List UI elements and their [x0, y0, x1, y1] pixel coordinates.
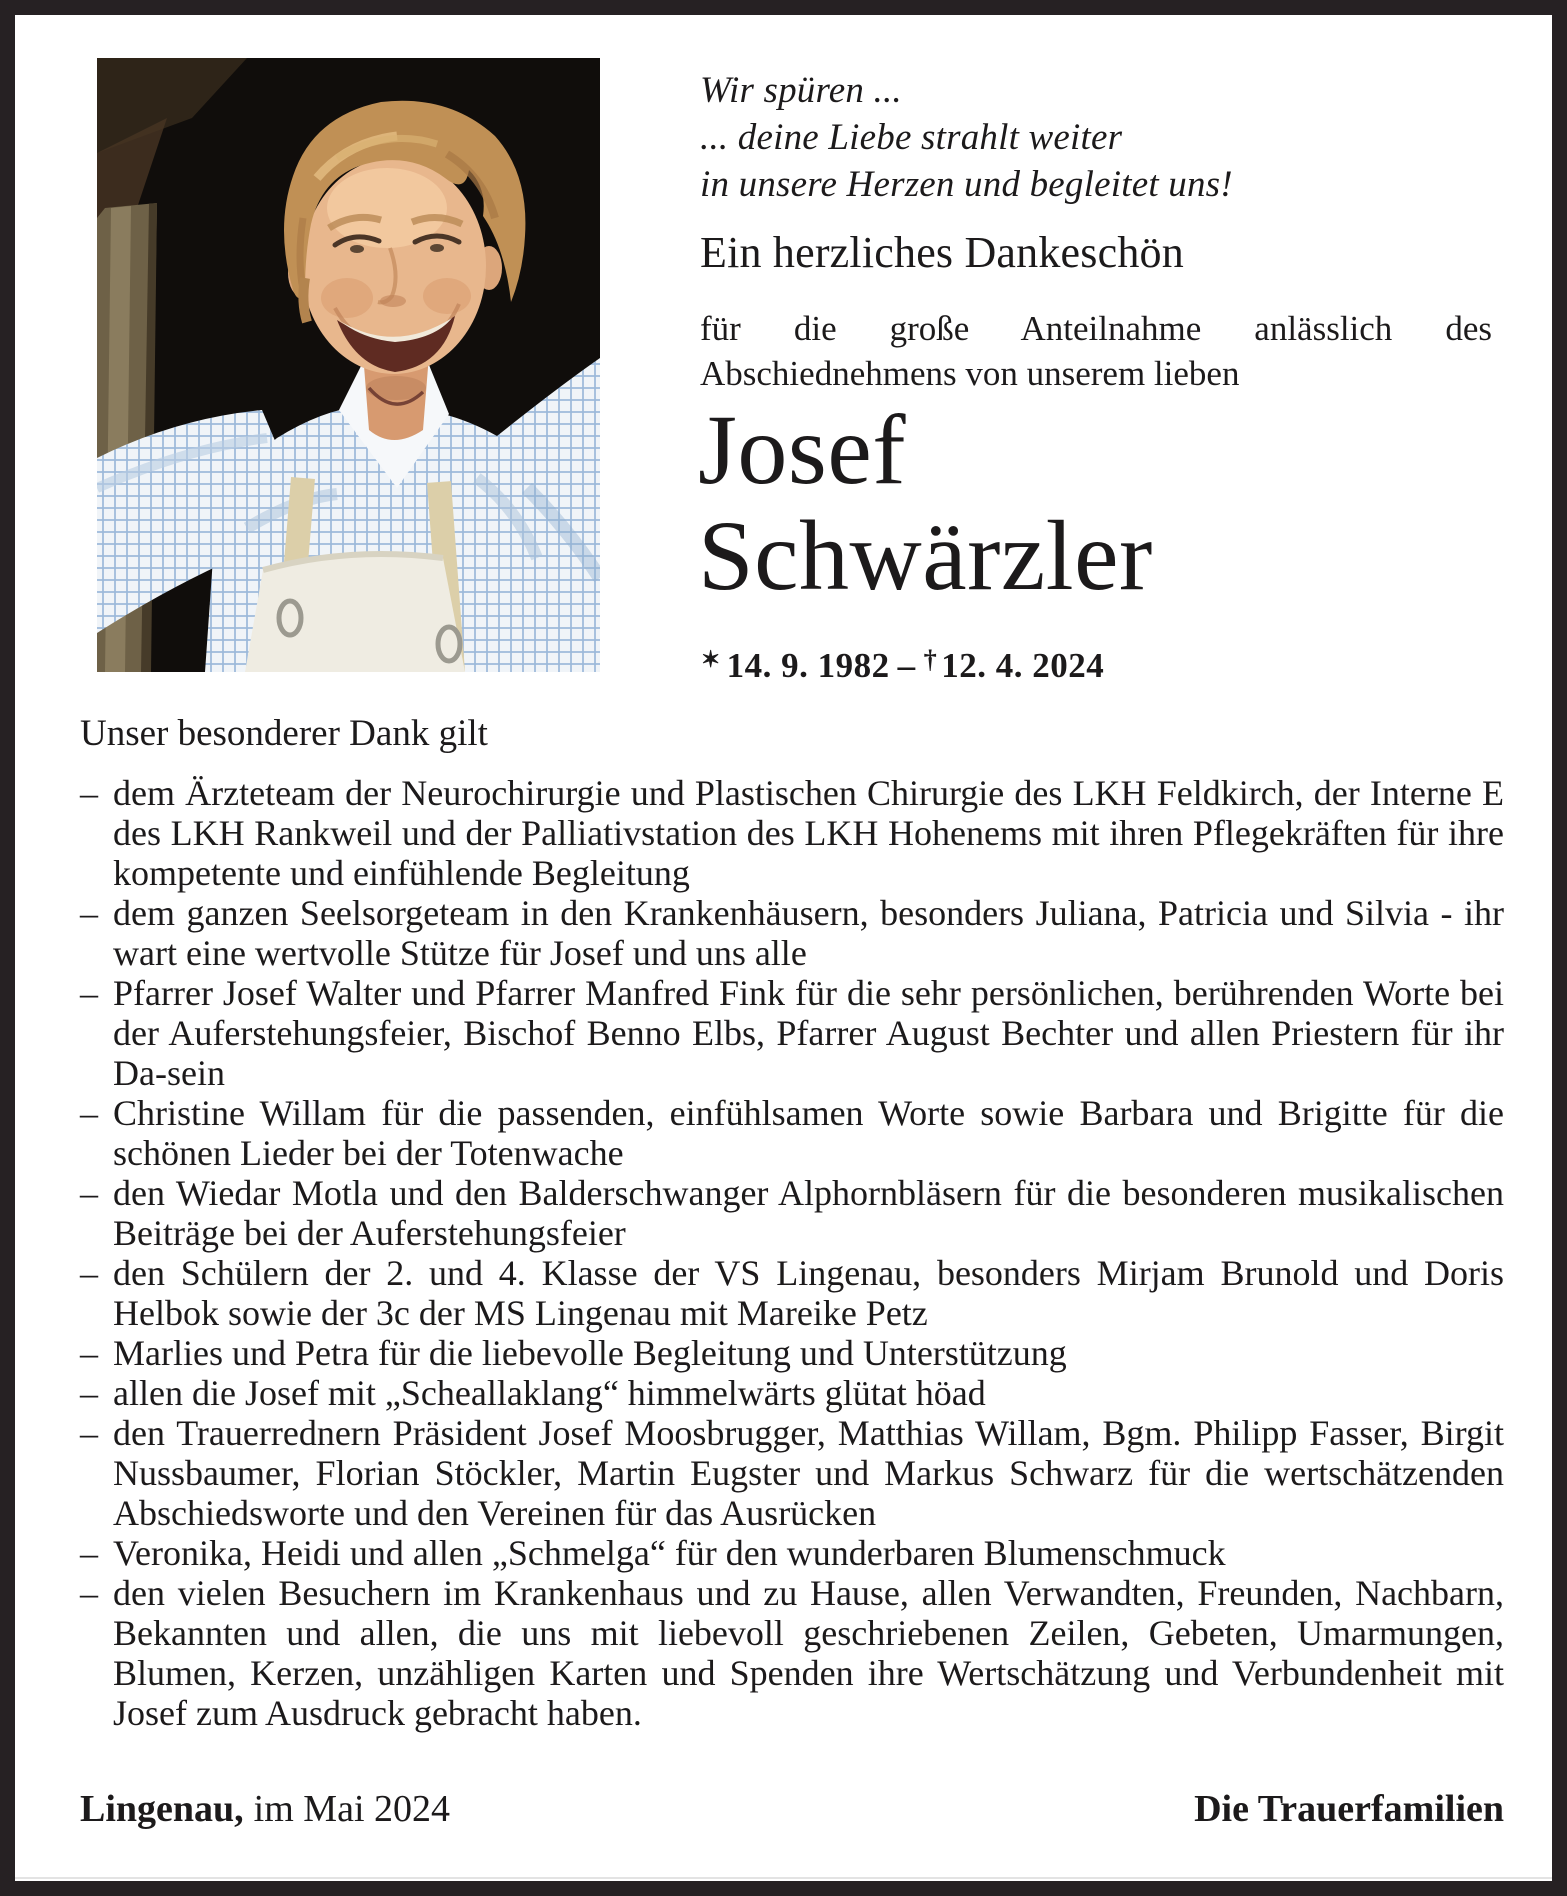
thanks-item: [80, 1253, 1504, 1333]
intro-line-2: Abschiednehmens von unserem lieben: [700, 354, 1240, 393]
thanks-item-text: Veronika, Heidi und allen „Schmelga“ für den wunderbaren Blumenschmuck: [113, 1533, 1226, 1573]
death-cross-icon: †: [923, 645, 938, 674]
list-dash: –: [80, 1373, 98, 1413]
intro-paragraph: [700, 306, 1492, 396]
place-label: Lingenau,: [80, 1788, 244, 1830]
thanks-item: [80, 1413, 1504, 1533]
thanks-item-text: Marlies und Petra für die liebevolle Begleitung und Unterstützung: [113, 1333, 1067, 1373]
thanks-item: [80, 1093, 1504, 1173]
card-footer: [80, 1787, 1504, 1831]
life-dates: [701, 645, 1104, 686]
quote-line-1: Wir spüren ...: [700, 70, 902, 111]
place-and-date: [80, 1787, 450, 1831]
intro-line-1: für die große Anteilnahme anlässlich des: [700, 309, 1492, 348]
list-dash: –: [80, 1573, 98, 1613]
deceased-last-name: Schwärzler: [698, 500, 1153, 611]
thanks-item-text: den vielen Besuchern im Krankenhaus und zu Hause, allen Verwandten, Freunden, Nachbarn, Bekannten und allen, die uns mit liebevoll geschriebenen Zeilen, Gebeten, Umarmungen, Blumen, Kerzen, unzähligen Karten und Spenden ihre Wertschätzung und Verbundenheit mit Josef zum Ausdruck gebracht haben.: [113, 1573, 1504, 1733]
thanks-list: [80, 773, 1504, 1733]
deceased-first-name: Josef: [698, 394, 907, 505]
list-dash: –: [80, 893, 98, 933]
date-label: im Mai 2024: [253, 1788, 450, 1830]
thanks-item-text: Christine Willam für die passenden, einfühlsamen Worte sowie Barbara und Brigitte für die schönen Lieder bei der Totenwache: [113, 1093, 1504, 1173]
thanks-item-text: dem ganzen Seelsorgeteam in den Krankenhäusern, besonders Juliana, Patricia und Silvia - ihr wart eine wertvolle Stütze für Josef und uns alle: [113, 893, 1504, 973]
memorial-quote: [700, 67, 1500, 208]
birth-star-icon: ✶: [701, 646, 721, 672]
thanks-item: [80, 1573, 1504, 1733]
thanks-item: [80, 893, 1504, 973]
list-dash: –: [80, 973, 98, 1013]
thanks-item: [80, 1373, 1504, 1413]
quote-line-2: ... deine Liebe strahlt weiter: [700, 117, 1123, 158]
list-dash: –: [80, 1533, 98, 1573]
scan-artifact-line: [15, 1877, 1552, 1879]
death-date: 12. 4. 2024: [941, 646, 1105, 686]
list-dash: –: [80, 1333, 98, 1373]
thanks-item: [80, 1333, 1504, 1373]
thanks-heading: Unser besonderer Dank gilt: [80, 713, 488, 754]
deceased-name: [698, 394, 1518, 611]
list-dash: –: [80, 1093, 98, 1133]
thank-you-title: Ein herzliches Dankeschön: [700, 228, 1184, 277]
list-dash: –: [80, 773, 98, 813]
thanks-item-text: Pfarrer Josef Walter und Pfarrer Manfred Fink für die sehr persönlichen, berührenden Worte bei der Auferstehungsfeier, Bischof Benno Elbs, Pfarrer August Bechter und allen Priestern für ihr Da-sein: [113, 973, 1504, 1093]
thanks-item-text: den Wiedar Motla und den Balderschwanger Alphornbläsern für die besonderen musikalischen Beiträge bei der Auferstehungsfeier: [113, 1173, 1504, 1253]
list-dash: –: [80, 1413, 98, 1453]
thanks-item-text: den Schülern der 2. und 4. Klasse der VS Lingenau, besonders Mirjam Brunold und Doris Helbok sowie der 3c der MS Lingenau mit Mareike Petz: [113, 1253, 1504, 1333]
signature: Die Trauerfamilien: [1194, 1788, 1504, 1830]
thanks-item-text: dem Ärzteteam der Neurochirurgie und Plastischen Chirurgie des LKH Feldkirch, der Interne E des LKH Rankweil und der Palliativstation des LKH Hohenems mit ihren Pflegekräften für ihre kompetente und einfühlende Begleitung: [113, 773, 1504, 893]
list-dash: –: [80, 1173, 98, 1213]
thanks-item-text: allen die Josef mit „Scheallaklang“ himmelwärts glütat höad: [113, 1373, 986, 1413]
thanks-item: [80, 773, 1504, 893]
date-separator: –: [897, 646, 916, 686]
thanks-item: [80, 1173, 1504, 1253]
birth-date: 14. 9. 1982: [726, 646, 890, 686]
portrait-photo: [97, 58, 600, 672]
quote-line-3: in unsere Herzen und begleitet uns!: [700, 164, 1233, 205]
thanks-item: [80, 973, 1504, 1093]
portrait-photo-illustration: [97, 58, 600, 672]
thanks-item-text: den Trauerrednern Präsident Josef Moosbrugger, Matthias Willam, Bgm. Philipp Fasser, Birgit Nussbaumer, Florian Stöckler, Martin Eugster und Markus Schwarz für die wertschätzenden Abschiedsworte und den Vereinen für das Ausrücken: [113, 1413, 1504, 1533]
list-dash: –: [80, 1253, 98, 1293]
thanks-item: [80, 1533, 1504, 1573]
